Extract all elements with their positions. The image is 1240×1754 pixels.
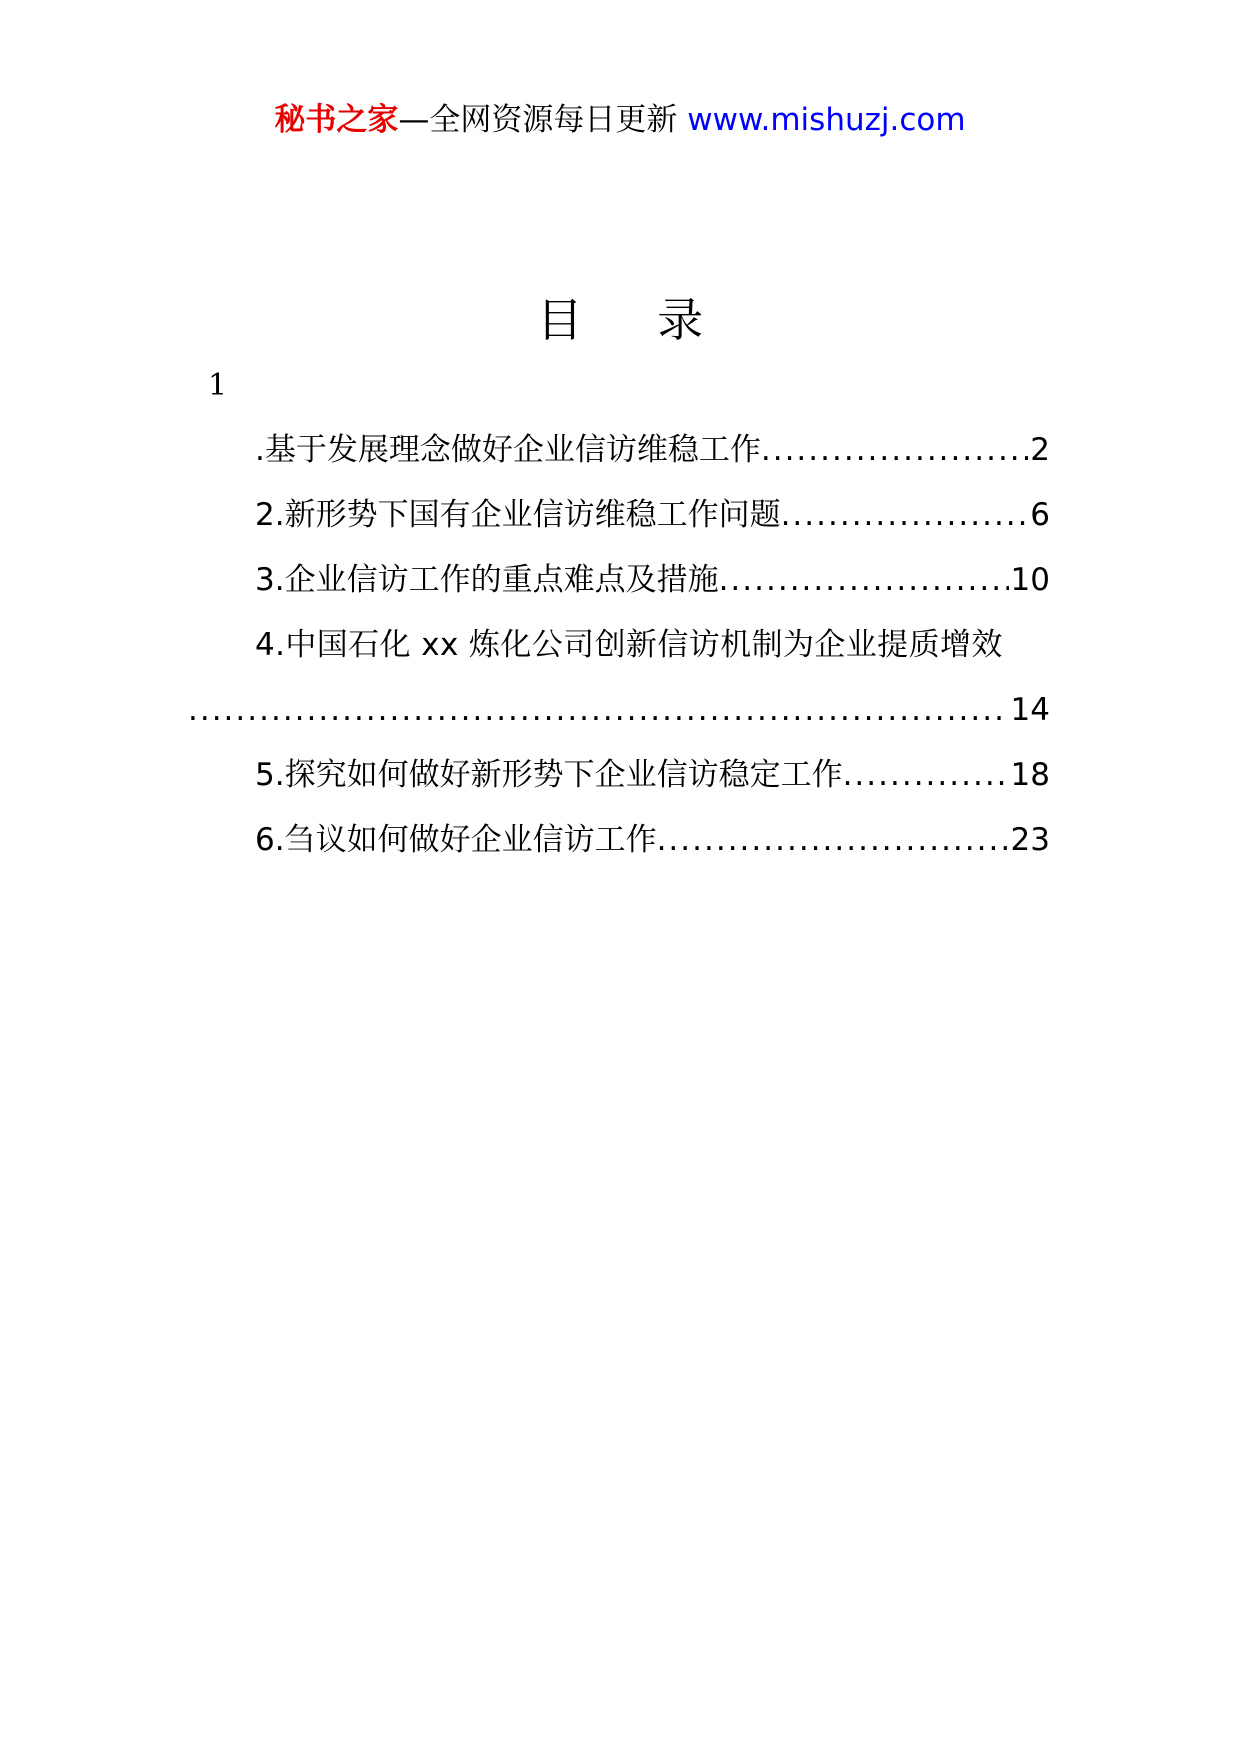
toc-entry-page: 23 xyxy=(1010,822,1050,858)
toc-entry-page: 14 xyxy=(1010,692,1050,728)
toc-entry-title: 5.探究如何做好新形势下企业信访稳定工作 xyxy=(255,757,843,793)
toc-entry-title: .基于发展理念做好企业信访维稳工作 xyxy=(255,432,761,468)
page-number-marker: 1 xyxy=(208,368,228,403)
toc-entry-title: 3.企业信访工作的重点难点及措施 xyxy=(255,562,719,598)
toc-entry-continuation[interactable] xyxy=(188,688,1050,753)
toc-entry-title: 4.中国石化 xx 炼化公司创新信访机制为企业提质增效 xyxy=(255,627,1003,663)
toc-leader-dots xyxy=(781,493,1029,537)
toc-entry-page: 10 xyxy=(1010,562,1050,598)
toc-leader-dots xyxy=(657,818,1009,862)
toc-leader-dots xyxy=(188,688,1009,732)
toc-entry[interactable] xyxy=(188,428,1050,493)
toc-entry-page: 6 xyxy=(1030,497,1050,533)
toc-entry[interactable] xyxy=(188,818,1050,883)
toc-leader-dots xyxy=(843,753,1009,797)
brand-name: 秘书之家 xyxy=(274,102,399,138)
table-of-contents xyxy=(188,428,1050,883)
site-url-link[interactable]: www.mishuzj.com xyxy=(687,102,966,138)
site-header xyxy=(0,100,1240,140)
toc-entry[interactable] xyxy=(188,558,1050,623)
toc-leader-dots xyxy=(761,428,1028,472)
toc-leader-dots xyxy=(719,558,1009,602)
toc-entry[interactable] xyxy=(188,623,1050,688)
toc-entry[interactable] xyxy=(188,753,1050,818)
toc-entry-title: 6.刍议如何做好企业信访工作 xyxy=(255,822,657,858)
header-tagline: —全网资源每日更新 xyxy=(398,102,678,138)
toc-entry-page: 2 xyxy=(1030,432,1050,468)
page-title: 目 录 xyxy=(536,293,734,347)
toc-entry[interactable] xyxy=(188,493,1050,558)
toc-entry-title: 2.新形势下国有企业信访维稳工作问题 xyxy=(255,497,781,533)
toc-entry-page: 18 xyxy=(1010,757,1050,793)
